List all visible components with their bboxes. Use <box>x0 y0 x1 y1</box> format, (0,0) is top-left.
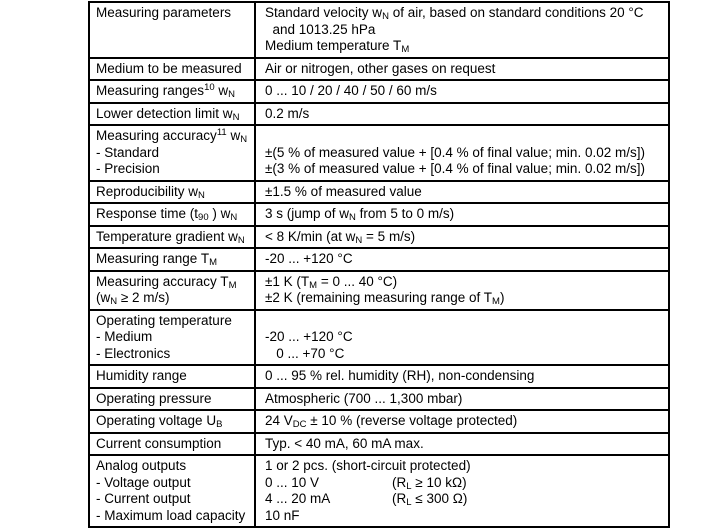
table-row <box>89 226 669 249</box>
value-cell <box>255 271 669 310</box>
cell-line: Atmospheric (700 ... 1,300 mbar) <box>265 390 463 406</box>
tab-column: 0 ... 10 V <box>265 474 320 490</box>
value-cell <box>255 58 669 81</box>
subscript: M <box>209 257 217 268</box>
table-row <box>89 365 669 388</box>
cell-line: Measuring parameters <box>96 5 232 20</box>
param-cell <box>89 80 255 103</box>
cell-line: ±1.5 % of measured value <box>265 183 422 199</box>
cell-line: Medium to be measured <box>96 60 242 76</box>
cell-line: Operating pressure <box>96 390 212 406</box>
cell-line: < 8 K/min (at $w_N = 5$ m/s) <box>265 228 416 246</box>
table-row <box>89 310 669 366</box>
subscript: N <box>228 89 236 100</box>
param-cell <box>89 310 255 366</box>
param-cell <box>89 103 255 126</box>
cell-line: ±2 K (remaining measuring range of $T_M$) <box>265 290 505 307</box>
value-cell <box>255 310 669 366</box>
table-row <box>89 58 669 81</box>
cell-line: 4 ... 20 mA ($R_L \le 300$ Ω) <box>265 491 468 508</box>
value-cell <box>255 103 669 126</box>
subscript: M <box>401 44 410 55</box>
param-cell <box>89 271 255 310</box>
value-cell <box>255 181 669 204</box>
cell-line: -20 ... +120 °C <box>265 251 353 266</box>
value-cell <box>255 433 669 456</box>
param-cell <box>89 365 255 388</box>
cell-line: Measuring range $T_M$ <box>96 251 217 268</box>
subscript: L <box>406 480 412 492</box>
param-cell <box>89 58 255 81</box>
cell-line: Air or nitrogen, other gases on request <box>265 60 496 76</box>
subscript: M <box>309 279 318 291</box>
cell-line: Humidity range <box>96 368 187 383</box>
spec-table <box>88 1 670 528</box>
table-row <box>89 410 669 433</box>
superscript: 10 <box>204 82 215 93</box>
cell-line: 0 ... 10 V ($R_L \ge 10$ kΩ) <box>265 474 467 492</box>
table-row <box>89 203 669 226</box>
table-row <box>89 2 669 58</box>
cell-line: -20 ... +120 °C <box>265 329 353 344</box>
tab-column: 4 ... 20 mA <box>265 491 331 506</box>
cell-line: Measuring accuracy$^{11}$ $w_N$ <box>96 127 248 145</box>
param-cell <box>89 433 255 456</box>
value-cell <box>255 2 669 58</box>
cell-line: 24 $V_{DC} \pm 10$ % (reverse voltage protected) <box>265 413 518 430</box>
subscript: N <box>232 111 240 123</box>
cell-line: and 1013.25 hPa <box>265 21 376 37</box>
param-cell <box>89 125 255 181</box>
cell-line: ±1 K ($T_M = 0$ ... 40 °C) <box>265 273 398 291</box>
cell-line: 0 ... 95 % rel. humidity (RH), non-condensing <box>265 368 535 383</box>
subscript: N <box>110 296 118 307</box>
value-cell <box>255 226 669 249</box>
cell-line <box>265 128 662 145</box>
cell-line: - Voltage output <box>96 474 191 490</box>
subscript: N <box>240 134 248 145</box>
cell-line <box>265 313 662 330</box>
param-cell <box>89 2 255 58</box>
value-cell <box>255 248 669 271</box>
cell-line: - Electronics <box>96 345 171 361</box>
subscript: M <box>492 296 500 307</box>
cell-line: Medium temperature $T_M$ <box>265 38 410 55</box>
table-row <box>89 388 669 411</box>
subscript: M <box>228 279 237 291</box>
table-row <box>89 125 669 181</box>
cell-line: - Current output <box>96 491 191 506</box>
param-cell <box>89 455 255 527</box>
param-cell <box>89 248 255 271</box>
cell-line: Lower detection limit $w_N$ <box>96 105 240 123</box>
cell-line: 0 ... +70 °C <box>265 345 345 361</box>
subscript: N <box>349 212 356 223</box>
subscript: N <box>198 189 205 201</box>
cell-line: Measuring ranges$^{10}$ $w_N$ <box>96 82 236 100</box>
value-cell <box>255 203 669 226</box>
cell-line: - Medium <box>96 329 153 344</box>
table-row <box>89 248 669 271</box>
subscript: N <box>355 234 363 246</box>
cell-line: 0 ... 10 / 20 / 40 / 50 / 60 m/s <box>265 83 437 98</box>
cell-line: 10 nF <box>265 507 300 523</box>
param-cell <box>89 181 255 204</box>
cell-line: Analog outputs <box>96 458 187 473</box>
value-cell <box>255 455 669 527</box>
subscript: L <box>406 497 412 508</box>
param-cell <box>89 203 255 226</box>
cell-line: Operating voltage $U_B$ <box>96 413 223 430</box>
cell-line: Response time ($t_{90}$ ) $w_N$ <box>96 206 238 223</box>
cell-line: Standard velocity $w_N$ of air, based on standard conditions 20 °C <box>265 5 644 22</box>
cell-line: Temperature gradient $w_N$ <box>96 228 245 246</box>
spec-table-body <box>89 2 669 527</box>
value-cell <box>255 125 669 181</box>
cell-line: - Precision <box>96 161 160 176</box>
value-cell <box>255 80 669 103</box>
cell-line: Operating temperature <box>96 312 232 328</box>
param-cell <box>89 226 255 249</box>
table-row <box>89 103 669 126</box>
cell-line: 0.2 m/s <box>265 105 310 121</box>
cell-line: Current consumption <box>96 435 222 451</box>
value-cell <box>255 410 669 433</box>
cell-line: Typ. < 40 mA, 60 mA max. <box>265 435 424 451</box>
table-row <box>89 455 669 527</box>
cell-line: Measuring accuracy $T_M$ <box>96 273 237 291</box>
superscript: 11 <box>216 127 227 138</box>
cell-line: Reproducibility $w_N$ <box>96 183 205 201</box>
subscript: N <box>230 212 238 223</box>
subscript: B <box>216 419 223 430</box>
table-row <box>89 433 669 456</box>
param-cell <box>89 410 255 433</box>
table-row <box>89 271 669 310</box>
cell-line: ±(5 % of measured value + [0.4 % of final value; min. 0.02 m/s]) <box>265 144 645 160</box>
param-cell <box>89 388 255 411</box>
cell-line: 1 or 2 pcs. (short-circuit protected) <box>265 458 471 473</box>
cell-line: - Maximum load capacity <box>96 507 246 523</box>
table-row <box>89 80 669 103</box>
cell-line: 3 s (jump of $w_N$ from 5 to 0 m/s) <box>265 206 455 223</box>
value-cell <box>255 365 669 388</box>
value-cell <box>255 388 669 411</box>
table-row <box>89 181 669 204</box>
subscript: 90 <box>198 212 209 223</box>
cell-line: ±(3 % of measured value + [0.4 % of final value; min. 0.02 m/s]) <box>265 161 645 176</box>
subscript: N <box>382 11 389 22</box>
cell-line: - Standard <box>96 144 160 160</box>
cell-line: ($w_N \ge 2$ m/s) <box>96 290 170 307</box>
subscript: N <box>237 234 245 246</box>
subscript: DC <box>292 419 307 430</box>
